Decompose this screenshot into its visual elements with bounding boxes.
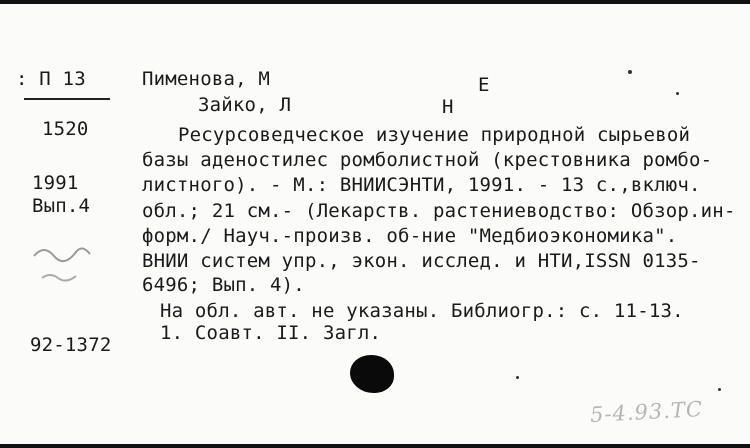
body-line-2: базы аденостилес ромболистной (крестовника ромбо- — [142, 149, 713, 171]
inventory-number: 92-1372 — [30, 334, 112, 356]
speck-mark — [516, 376, 519, 379]
ink-blot — [350, 355, 394, 393]
body-line-5: форм./ Науч.-произв. об-ние "Медбиоэкономика". — [142, 225, 678, 247]
year: 1991 — [32, 172, 79, 194]
coauthor-letter: Н — [442, 96, 454, 118]
speck-mark — [676, 92, 679, 95]
issue: Вып.4 — [32, 195, 91, 217]
left-column — [0, 0, 135, 448]
pencil-scribble — [28, 236, 108, 296]
body-line-6: ВНИИ систем упр., экон. исслед. и НТИ,ISSN 0135- — [142, 250, 701, 272]
card-number: 1520 — [42, 118, 89, 140]
handwritten-stamp: 5-4.93.ТС — [589, 397, 704, 427]
call-number-rule — [24, 98, 110, 100]
body-line-3: листного). - М.: ВНИИСЭНТИ, 1991. - 13 с.,включ. — [142, 174, 701, 196]
speck-mark — [718, 388, 721, 391]
speck-mark — [628, 70, 632, 74]
card-bottom-edge — [0, 444, 750, 448]
call-number: : П 13 — [16, 68, 86, 90]
coauthor-line: Зайко, Л — [198, 94, 292, 116]
author-line: Пименова, М — [142, 68, 271, 90]
body-line-1: Ресурсоведческое изучение природной сырьевой — [178, 124, 691, 146]
note-line: На обл. авт. не указаны. Библиогр.: с. 11-13. — [160, 300, 684, 322]
tracings-line: 1. Соавт. II. Загл. — [160, 322, 382, 344]
body-line-7: 6496; Вып. 4). — [142, 274, 305, 296]
body-line-4: обл.; 21 см.- (Лекарств. растениеводство: Обзор.ин- — [142, 200, 736, 222]
author-letter: Е — [478, 74, 490, 96]
